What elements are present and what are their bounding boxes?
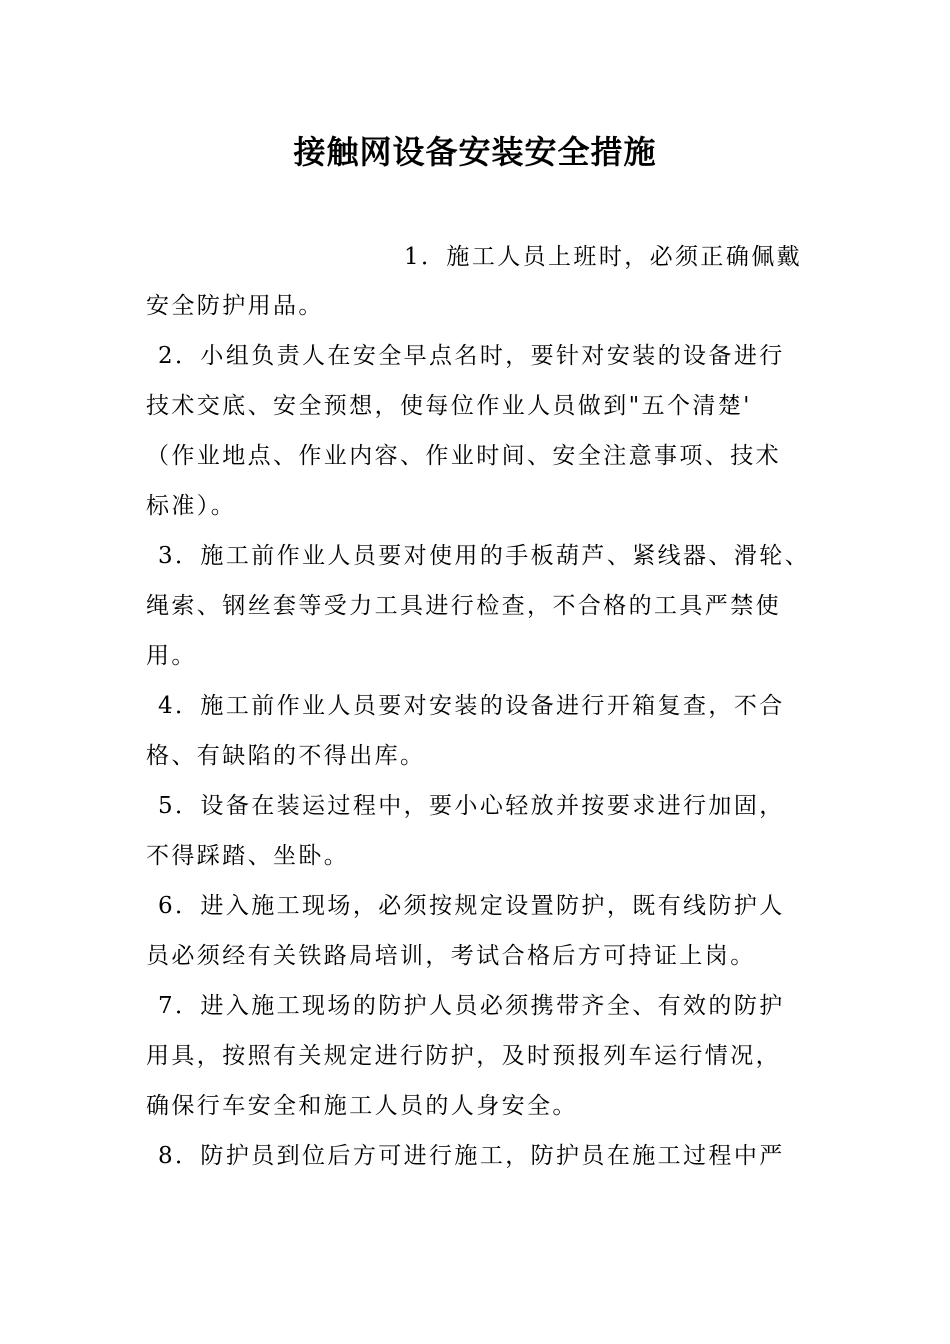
paragraph-5-line-1: 5．设备在装运过程中，要小心轻放并按要求进行加固，	[158, 793, 785, 819]
paragraph-2-line-3: （作业地点、作业内容、作业时间、安全注意事项、技术	[146, 443, 781, 469]
paragraph-4-line-1: 4．施工前作业人员要对安装的设备进行开箱复查，不合	[158, 693, 785, 719]
paragraph-5-line-2: 不得踩踏、坐卧。	[146, 843, 350, 869]
paragraph-3-line-1: 3．施工前作业人员要对使用的手板葫芦、紧线器、滑轮、	[158, 543, 811, 569]
paragraph-4-line-2: 格、有缺陷的不得出库。	[146, 743, 426, 769]
paragraph-6-line-1: 6．进入施工现场，必须按规定设置防护，既有线防护人	[158, 893, 785, 919]
paragraph-3-line-2: 绳索、钢丝套等受力工具进行检查，不合格的工具严禁使	[146, 593, 781, 619]
paragraph-2-line-1: 2．小组负责人在安全早点名时，要针对安装的设备进行	[158, 343, 785, 369]
paragraph-7-line-3: 确保行车安全和施工人员的人身安全。	[146, 1093, 578, 1119]
paragraph-1-line-2: 安全防护用品。	[146, 293, 324, 319]
paragraph-2-line-4: 标准）。	[146, 493, 237, 519]
paragraph-7-line-1: 7．进入施工现场的防护人员必须携带齐全、有效的防护	[158, 993, 785, 1019]
paragraph-3-line-3: 用。	[146, 643, 197, 669]
paragraph-1-line-1: 1．施工人员上班时，必须正确佩戴	[404, 244, 803, 270]
paragraph-7-line-2: 用具，按照有关规定进行防护，及时预报列车运行情况，	[146, 1043, 781, 1069]
paragraph-6-line-2: 员必须经有关铁路局培训，考试合格后方可持证上岗。	[146, 943, 756, 969]
paragraph-8-line-1: 8．防护员到位后方可进行施工，防护员在施工过程中严	[158, 1143, 785, 1169]
document-title: 接触网设备安装安全措施	[293, 133, 657, 171]
paragraph-2-line-2: 技术交底、安全预想，使每位作业人员做到"五个清楚'	[146, 393, 752, 419]
